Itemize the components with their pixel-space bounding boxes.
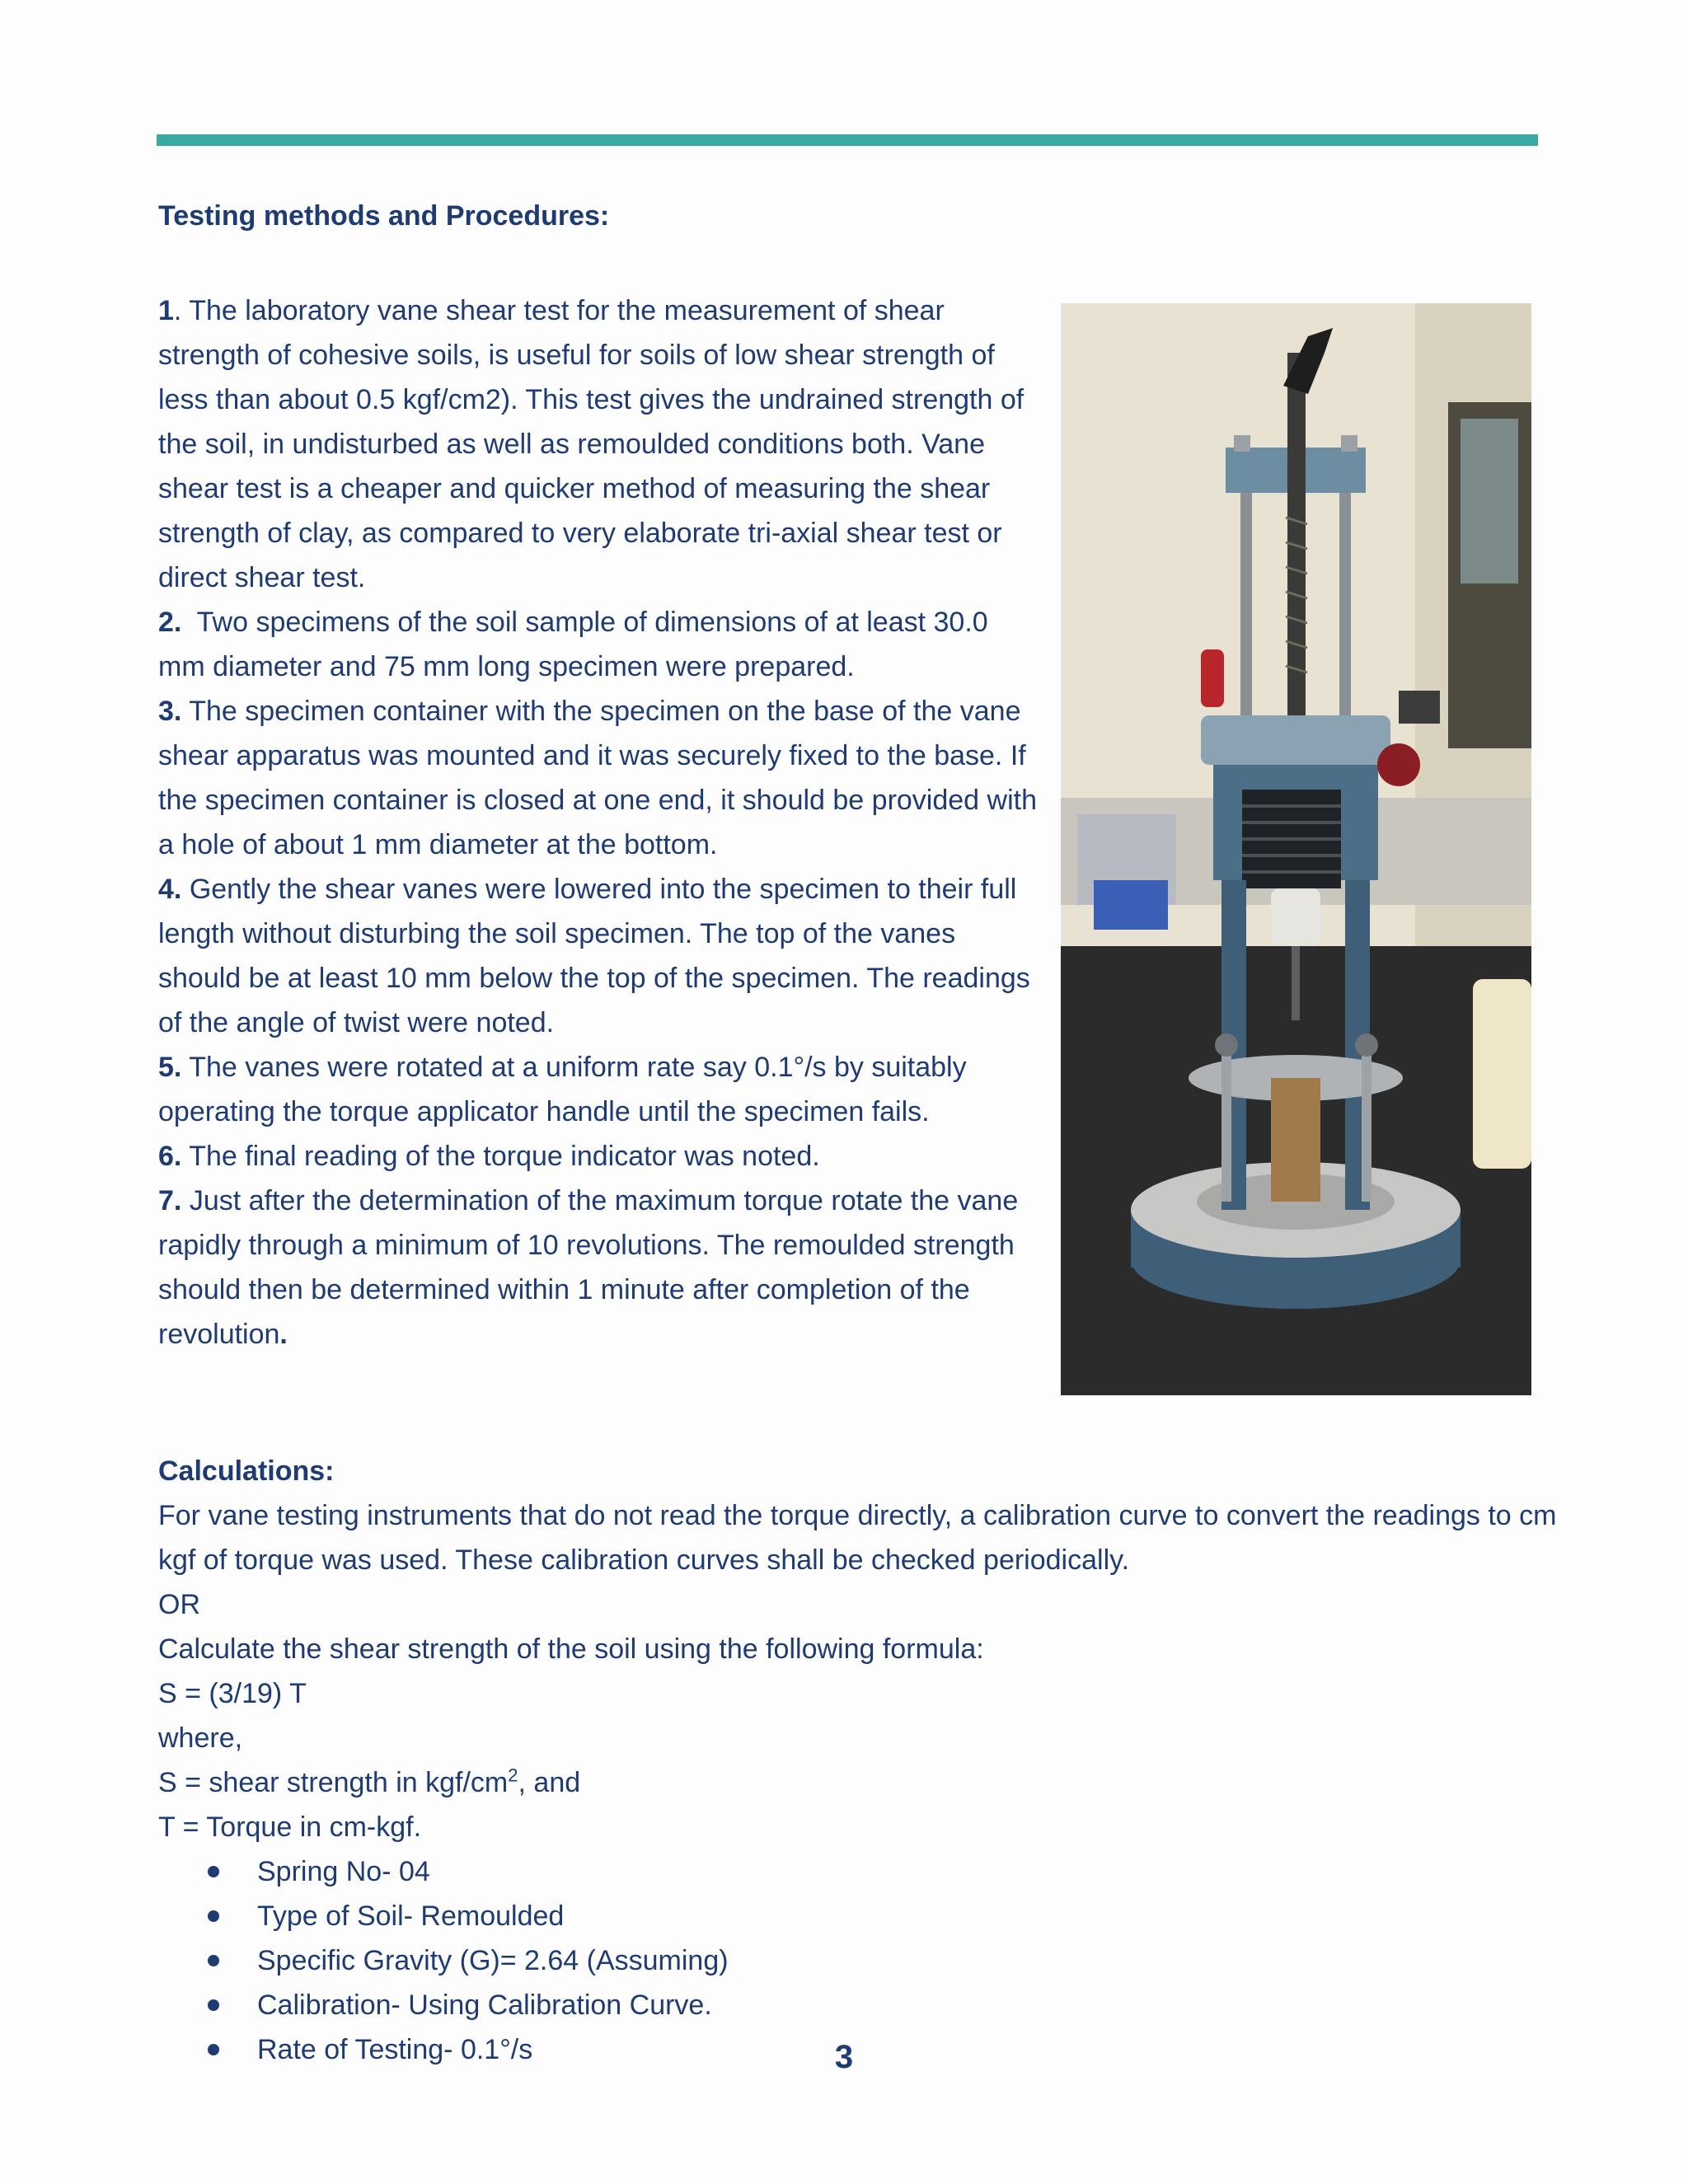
vane-shear-apparatus-photo: [1061, 303, 1531, 1395]
calculations-heading: Calculations:: [158, 1455, 335, 1487]
step-6: 6. The final reading of the torque indicator was noted.: [158, 1141, 820, 1172]
calc-or: OR: [158, 1589, 200, 1620]
calc-t-definition: T = Torque in cm-kgf.: [158, 1811, 422, 1843]
step-5: 5. The vanes were rotated at a uniform rate say 0.1°/s by suitably operating the torque applicator handle until the specimen fails.: [158, 1052, 967, 1127]
step-2: 2. Two specimens of the soil sample of dimensions of at least 30.0 mm diameter and 75 mm long specimen were prepared.: [158, 607, 988, 682]
calculations-section: [158, 1449, 1559, 2072]
bullet-icon: [208, 1999, 219, 2011]
header-rule: [157, 134, 1538, 146]
list-item: Type of Soil- Remoulded: [208, 1894, 1559, 1938]
bullet-icon: [208, 1910, 219, 1922]
step-4: 4. Gently the shear vanes were lowered into the specimen to their full length without disturbing the soil specimen. The top of the vanes should be at least 10 mm below the top of the specimen. The readings of the angle of twist were noted.: [158, 874, 1030, 1038]
step-3: 3. The specimen container with the specimen on the base of the vane shear apparatus was mounted and it was securely fixed to the base. If the specimen container is closed at one end, it should be provided with a hole of about 1 mm diameter at the bottom.: [158, 696, 1037, 860]
list-item: Rate of Testing- 0.1°/s: [208, 2027, 1559, 2072]
list-item: Calibration- Using Calibration Curve.: [208, 1983, 1559, 2027]
bullet-icon: [208, 1866, 219, 1877]
step-7: 7. Just after the determination of the maximum torque rotate the vane rapidly through a minimum of 10 revolutions. The remoulded strength should then be determined within 1 minute after completion of the revolution.: [158, 1185, 1019, 1350]
page-number: 3: [834, 2039, 854, 2075]
calc-intro: For vane testing instruments that do not read the torque directly, a calibration curve to convert the readings to cm kgf of torque was used. These calibration curves shall be checked periodically.: [158, 1500, 1557, 1576]
list-item: Spring No- 04: [208, 1849, 1559, 1894]
calc-formula: S = (3/19) T: [158, 1678, 307, 1709]
bullet-icon: [208, 1955, 219, 1966]
list-item: Specific Gravity (G)= 2.64 (Assuming): [208, 1938, 1559, 1983]
procedure-steps: [158, 288, 1040, 1357]
calc-where: where,: [158, 1722, 243, 1754]
apparatus-illustration: [1061, 303, 1531, 1395]
calc-s-definition: S = shear strength in kgf/$cm^2$, and: [158, 1765, 581, 1798]
step-1: 1. The laboratory vane shear test for the measurement of shear strength of cohesive soils, is useful for soils of low shear strength of less than about 0.5 kgf/cm2). This test gives the undrained strength of the soil, in undisturbed as well as remoulded conditions both. Vane shear test is a cheaper and quicker method of measuring the shear strength of clay, as compared to very elaborate tri-axial shear test or direct shear test.: [158, 295, 1025, 593]
calc-formula-intro: Calculate the shear strength of the soil using the following formula:: [158, 1633, 984, 1665]
procedures-heading: Testing methods and Procedures:: [158, 200, 610, 232]
